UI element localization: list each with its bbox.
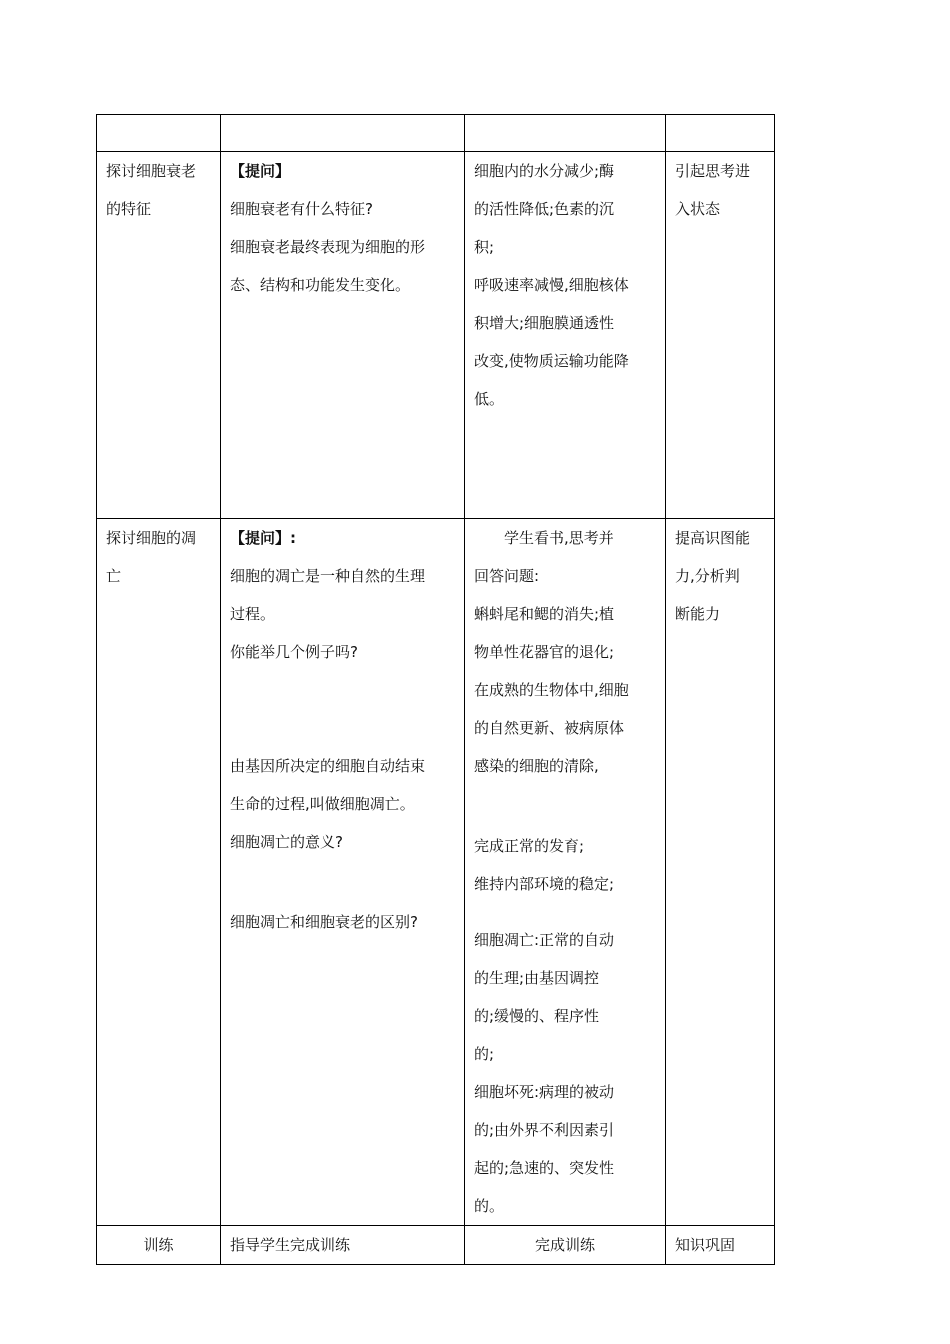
teacher-line: 指导学生完成训练 (230, 1236, 351, 1254)
topic-line: 探讨细胞衰老 (106, 162, 197, 180)
student-line: 的。 (474, 1197, 505, 1215)
teacher-line: 细胞凋亡的意义? (230, 833, 343, 851)
student-line: 改变,使物质运输功能降 (474, 352, 629, 370)
cell-teacher-aging (221, 152, 465, 519)
cell-student-apoptosis (465, 519, 666, 1226)
student-line: 感染的细胞的清除, (474, 757, 599, 775)
topic-line: 的特征 (106, 200, 152, 218)
cell-empty-3 (465, 115, 666, 152)
table-row-aging (97, 152, 775, 519)
student-line: 的活性降低;色素的沉 (474, 200, 615, 218)
intent-line: 提高识图能 (675, 529, 751, 547)
student-line: 物单性花器官的退化; (474, 643, 615, 661)
cell-empty-1 (97, 115, 221, 152)
teacher-line: 过程。 (230, 605, 276, 623)
table-row-apoptosis (97, 519, 775, 1226)
teacher-line: 你能举几个例子吗? (230, 643, 358, 661)
student-line: 呼吸速率减慢,细胞核体 (474, 276, 629, 294)
student-line: 的;由外界不利因素引 (474, 1121, 615, 1139)
cell-intent-apoptosis (666, 519, 775, 1226)
table-row-empty (97, 115, 775, 152)
intent-line: 力,分析判 (675, 567, 740, 585)
lesson-plan-table (96, 114, 775, 1265)
student-line: 低。 (474, 390, 505, 408)
cell-student-aging (465, 152, 666, 519)
topic-line: 探讨细胞的凋 (106, 529, 197, 547)
cell-empty-2 (221, 115, 465, 152)
student-line: 细胞凋亡:正常的自动 (474, 931, 615, 949)
teacher-line: 态、结构和功能发生变化。 (230, 276, 411, 294)
cell-topic-apoptosis (97, 519, 221, 1226)
intent-line: 入状态 (675, 200, 721, 218)
student-line: 维持内部环境的稳定; (474, 875, 615, 893)
teacher-line: 生命的过程,叫做细胞凋亡。 (230, 795, 415, 813)
intent-line: 知识巩固 (675, 1236, 736, 1254)
cell-teacher-apoptosis (221, 519, 465, 1226)
topic-line: 亡 (106, 567, 122, 585)
intent-line: 引起思考进 (675, 162, 751, 180)
student-line: 的; (474, 1045, 495, 1063)
student-line: 蝌蚪尾和鳃的消失;植 (474, 605, 615, 623)
cell-intent-training (666, 1226, 775, 1265)
student-line: 完成训练 (534, 1236, 595, 1254)
intent-line: 断能力 (675, 605, 721, 623)
teacher-line: 细胞衰老有什么特征? (230, 200, 373, 218)
student-line: 积增大;细胞膜通透性 (474, 314, 615, 332)
student-line: 回答问题: (474, 567, 540, 585)
cell-intent-aging (666, 152, 775, 519)
teacher-line: 由基因所决定的细胞自动结束 (230, 757, 426, 775)
cell-empty-4 (666, 115, 775, 152)
topic-line: 训练 (143, 1236, 174, 1254)
student-line: 在成熟的生物体中,细胞 (474, 681, 629, 699)
cell-topic-training (97, 1226, 221, 1265)
student-line: 的生理;由基因调控 (474, 969, 600, 987)
question-label: 【提问】 (230, 162, 291, 180)
question-label: 【提问】: (230, 529, 296, 547)
teacher-line: 细胞凋亡和细胞衰老的区别? (230, 913, 418, 931)
student-line: 的自然更新、被病原体 (474, 719, 625, 737)
student-line: 细胞内的水分减少;酶 (474, 162, 615, 180)
student-line: 完成正常的发育; (474, 837, 585, 855)
cell-student-training (465, 1226, 666, 1265)
table-row-training (97, 1226, 775, 1265)
student-line: 学生看书,思考并 (504, 529, 614, 547)
cell-teacher-training (221, 1226, 465, 1265)
teacher-line: 细胞的凋亡是一种自然的生理 (230, 567, 426, 585)
cell-topic-aging (97, 152, 221, 519)
student-line: 起的;急速的、突发性 (474, 1159, 615, 1177)
student-line: 的;缓慢的、程序性 (474, 1007, 600, 1025)
student-line: 积; (474, 238, 495, 256)
teacher-line: 细胞衰老最终表现为细胞的形 (230, 238, 426, 256)
student-line: 细胞坏死:病理的被动 (474, 1083, 615, 1101)
